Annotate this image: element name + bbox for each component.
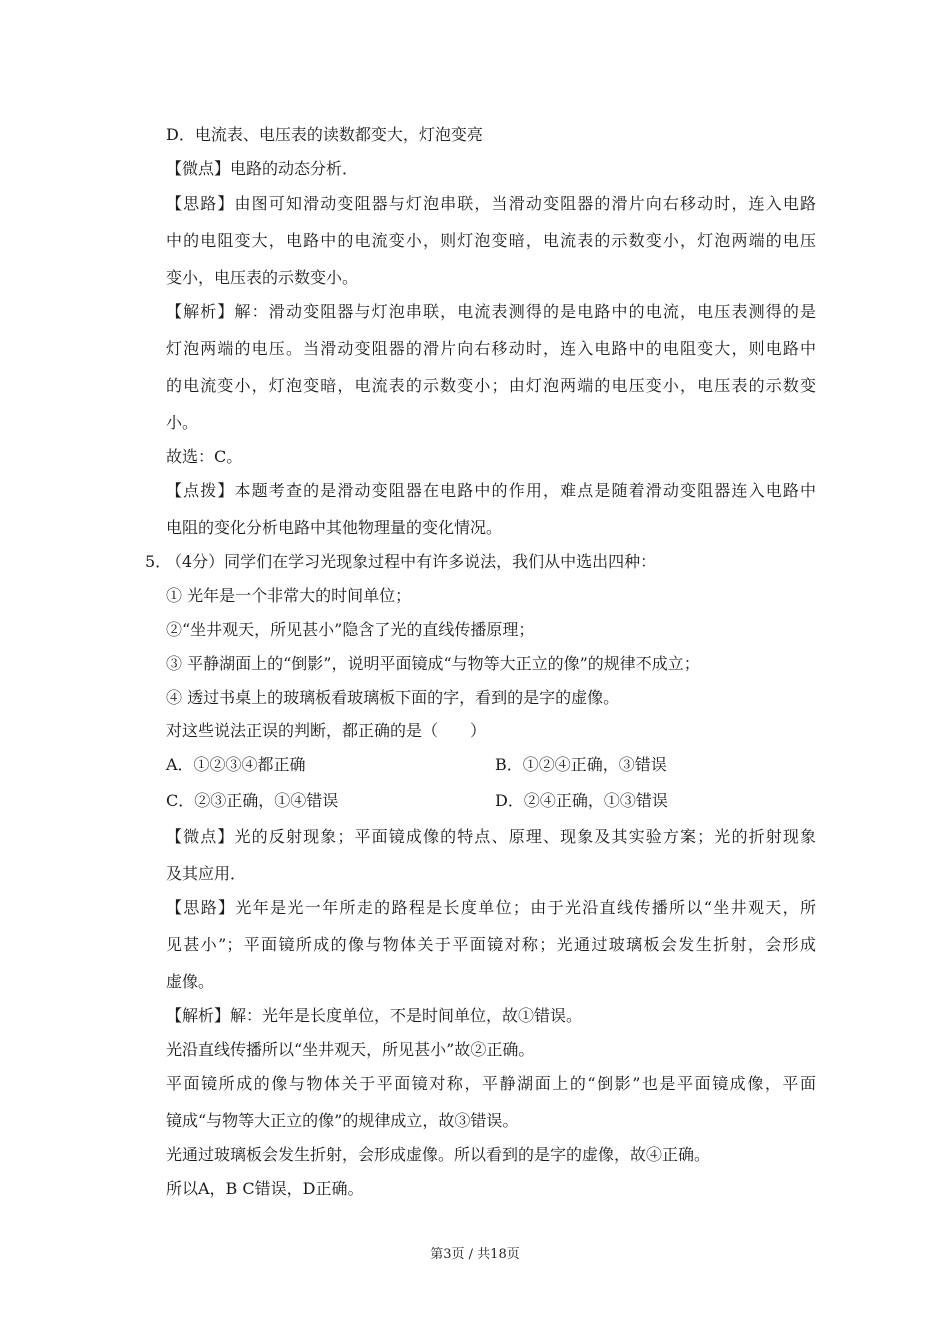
q4-silu-line: 中的电阻变大，电路中的电流变小，则灯泡变暗，电流表的示数变小，灯泡两端的电压: [166, 231, 816, 250]
q5-jiexi-line: 平面镜所成的像与物体关于平面镜对称，平静湖面上的“倒影”也是平面镜成像，平面: [166, 1074, 816, 1093]
q5-stem: （4分）同学们在学习光现象过程中有许多说法，我们从中选出四种：: [166, 552, 657, 571]
q5-silu-line: 见甚小”；平面镜所成的像与物体关于平面镜对称；光通过玻璃板会发生折射，会形成: [166, 935, 816, 954]
q5-silu-line: 虚像。: [166, 972, 215, 991]
q4-jiexi-line: 的电流变小，灯泡变暗，电流表的示数变小；由灯泡两端的电压变小，电压表的示数变: [166, 376, 816, 395]
q4-silu-line: 变小，电压表的示数变小。: [166, 268, 359, 287]
q5-jiexi-line: 光沿直线传播所以“坐井观天，所见甚小”故②正确。: [166, 1040, 535, 1059]
q4-dianbo-line: 【点拨】本题考查的是滑动变阻器在电路中的作用，难点是随着滑动变阻器连入电路中: [166, 481, 816, 500]
q5-weidian-line: 【微点】光的反射现象；平面镜成像的特点、原理、现象及其实验方案；光的折射现象: [166, 827, 816, 846]
q4-answer: 故选：C。: [166, 447, 243, 466]
q4-option-d: D．电流表、电压表的读数都变大，灯泡变亮: [166, 125, 483, 144]
q5-jiexi-line: 光通过玻璃板会发生折射，会形成虚像。所以看到的是字的虚像，故④正确。: [166, 1145, 711, 1164]
q5-statement: ②“坐井观天，所见甚小”隐含了光的直线传播原理；: [166, 620, 535, 639]
q4-silu-line: 【思路】由图可知滑动变阻器与灯泡串联，当滑动变阻器的滑片向右移动时，连入电路: [166, 194, 816, 213]
q5-option-d: D．②④正确，①③错误: [495, 791, 668, 810]
q5-jiexi-line: 镜成“与物等大正立的像”的规律成立，故③错误。: [166, 1111, 519, 1130]
q4-weidian: 【微点】电路的动态分析．: [166, 159, 359, 178]
q5-silu-line: 【思路】光年是光一年所走的路程是长度单位；由于光沿直线传播所以“坐井观天，所: [166, 898, 816, 917]
q5-option-c: C．②③正确，①④错误: [166, 791, 339, 810]
q5-jiexi-line: 所以A，B C错误，D正确。: [166, 1179, 364, 1198]
q4-jiexi-line: 小。: [166, 413, 199, 432]
q5-jiexi-line: 【解析】解：光年是长度单位，不是时间单位，故①错误。: [166, 1006, 583, 1025]
q4-dianbo-line: 电阻的变化分析电路中其他物理量的变化情况。: [166, 518, 503, 537]
q5-weidian-line: 及其应用．: [166, 864, 247, 883]
q5-option-b: B．①②④正确，③错误: [495, 755, 667, 774]
q5-statement: ③ 平静湖面上的“倒影”，说明平面镜成“与物等大正立的像”的规律不成立；: [166, 654, 700, 673]
q5-statement: ① 光年是一个非常大的时间单位；: [166, 586, 412, 605]
page-footer: 第3页 / 共18页: [430, 1247, 520, 1262]
q5-question: 对这些说法正误的判断，都正确的是（ ）: [166, 721, 487, 740]
q5-number: 5．: [145, 552, 172, 571]
q5-option-a: A．①②③④都正确: [166, 755, 306, 774]
q4-jiexi-line: 灯泡两端的电压。当滑动变阻器的滑片向右移动时，连入电路中的电阻变大，则电路中: [166, 339, 816, 358]
q4-jiexi-line: 【解析】解：滑动变阻器与灯泡串联，电流表测得的是电路中的电流，电压表测得的是: [166, 302, 816, 321]
q5-statement: ④ 透过书桌上的玻璃板看玻璃板下面的字，看到的是字的虚像。: [166, 688, 620, 707]
